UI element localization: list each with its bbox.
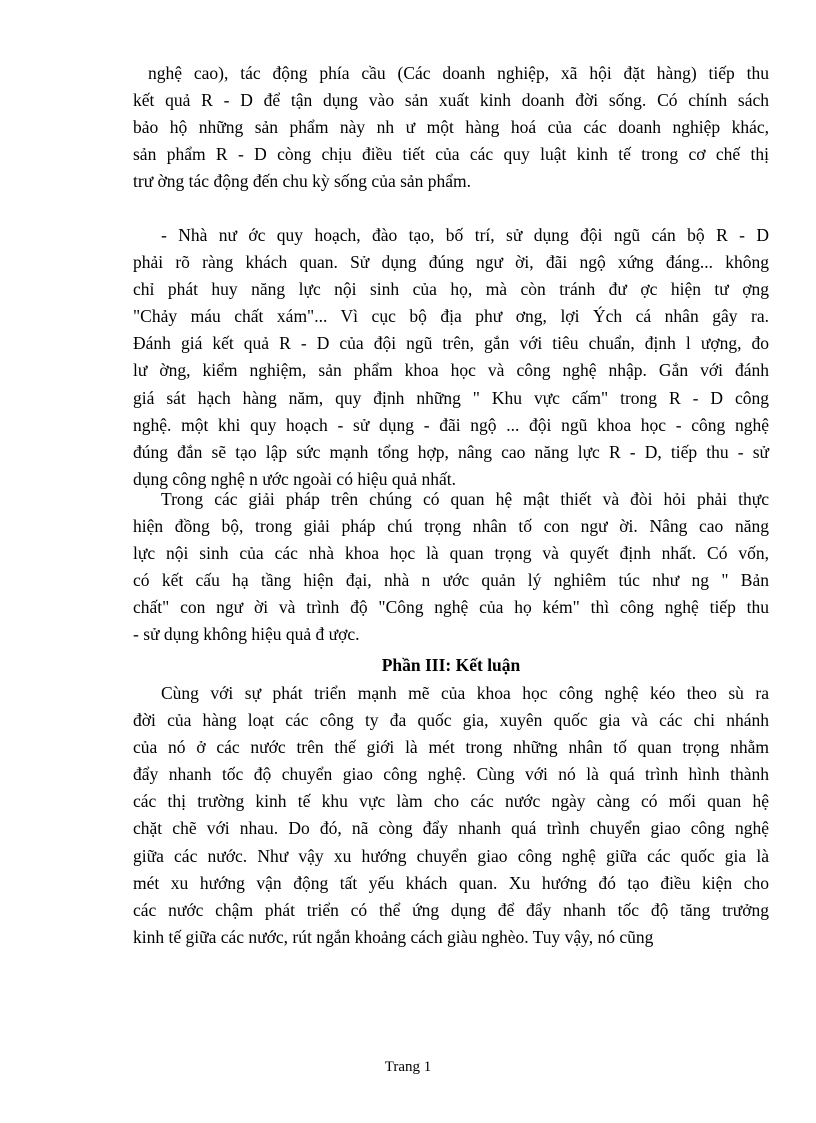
text-line: Đánh giá kết quả R - D của đội ngũ trên, gắn với tiêu chuẩn, định l ượng, đo	[133, 333, 769, 354]
text-line: - sử dụng không hiệu quả đ ược.	[133, 624, 360, 645]
paragraph-conclusion	[133, 680, 769, 951]
section-heading: Phần III: Kết luận	[381, 655, 521, 675]
text-line: - Nhà nư ớc quy hoạch, đào tạo, bố trí, sử dụng đội ngũ cán bộ R - D	[161, 225, 769, 245]
text-line: kết quả R - D để tận dụng vào sản xuất kinh doanh đời sống. Có chính sách	[133, 90, 769, 111]
text-line: Trong các giải pháp trên chúng có quan hệ mật thiết và đòi hỏi phải thực	[161, 489, 769, 509]
text-line: chất" con ngư ời và trình độ "Công nghệ của họ kém" thì công nghệ tiếp thu	[133, 597, 769, 618]
text-line: hiện đồng bộ, trong giải pháp chú trọng nhân tố con ngư ời. Nâng cao năng	[133, 516, 769, 537]
text-line: chặt chẽ với nhau. Do đó, nã còng đẩy nhanh quá trình chuyển giao công nghệ	[133, 818, 769, 839]
text-line: Cùng với sự phát triển mạnh mẽ của khoa học công nghệ kéo theo sù ra	[161, 683, 769, 703]
text-line: bảo hộ những sản phẩm này nh ư một hàng hoá của các doanh nghiệp khác,	[133, 117, 769, 138]
text-line: trư ờng tác động đến chu kỳ sống của sản phẩm.	[133, 171, 472, 192]
text-line: "Chảy máu chất xám"... Vì cục bộ địa phư ơng, lợi Ých cá nhân gây ra.	[133, 306, 769, 327]
text-line: mét xu hướng vận động tất yếu khách quan. Xu hướng đó tạo điều kiện cho	[133, 872, 769, 893]
text-line: kinh tế giữa các nước, rút ngắn khoảng cách giàu nghèo. Tuy vậy, nó cũng	[133, 926, 654, 947]
page-number: Trang 1	[384, 1059, 432, 1075]
text-line: đời của hàng loạt các công ty đa quốc gia, xuyên quốc gia và các chi nhánh	[133, 710, 769, 731]
text-line: lực nội sinh của các nhà khoa học là quan trọng và quyết định nhất. Có vốn,	[133, 543, 769, 564]
text-line: giá sát hạch hàng năm, quy định những " Khu vực cấm" trong R - D công	[133, 387, 769, 408]
text-line: dụng công nghệ n ước ngoài có hiệu quả nhất.	[133, 468, 456, 489]
paragraph-personnel	[133, 222, 769, 493]
text-line: nghệ cao), tác động phía cầu (Các doanh nghiệp, xã hội đặt hàng) tiếp thu	[148, 63, 769, 83]
text-line: lư ờng, kiểm nghiệm, sản phẩm khoa học và công nghệ nhập. Gắn với đánh	[133, 360, 769, 381]
text-line: sản phẩm R - D còng chịu điều tiết của các quy luật kinh tế trong cơ chế thị	[133, 144, 769, 165]
text-line: các thị trường kinh tế khu vực làm cho các nước ngày càng có mối quan hệ	[133, 791, 769, 812]
text-line: đúng đắn sẽ tạo lập sức mạnh tổng hợp, nâng cao năng lực R - D, tiếp thu - sử	[133, 441, 769, 462]
text-line: các nước chậm phát triển có thể ứng dụng để đẩy nhanh tốc độ tăng trưởng	[133, 899, 769, 920]
text-line: có kết cấu hạ tầng hiện đại, nhà n ước quản lý nghiêm túc như ng " Bản	[133, 570, 769, 591]
text-line: phải rõ ràng khách quan. Sử dụng đúng ngư ời, đãi ngộ xứng đáng... không	[133, 252, 769, 273]
paragraph-continuation	[133, 60, 769, 195]
text-line: đẩy nhanh tốc độ chuyển giao công nghệ. Cùng với nó là quá trình hình thành	[133, 764, 769, 785]
text-line: giữa các nước. Như vậy xu hướng chuyển giao công nghệ giữa các quốc gia là	[133, 845, 769, 866]
text-line: chỉ phát huy năng lực nội sinh của họ, mà còn tránh đư ợc hiện tư ợng	[133, 279, 769, 300]
text-line: của nó ở các nước trên thế giới là mét trong những nhân tố quan trọng nhằm	[133, 737, 769, 758]
text-line: nghệ. một khi quy hoạch - sử dụng - đãi ngộ ... đội ngũ khoa học - công nghệ	[133, 414, 769, 435]
paragraph-solutions	[133, 486, 769, 649]
